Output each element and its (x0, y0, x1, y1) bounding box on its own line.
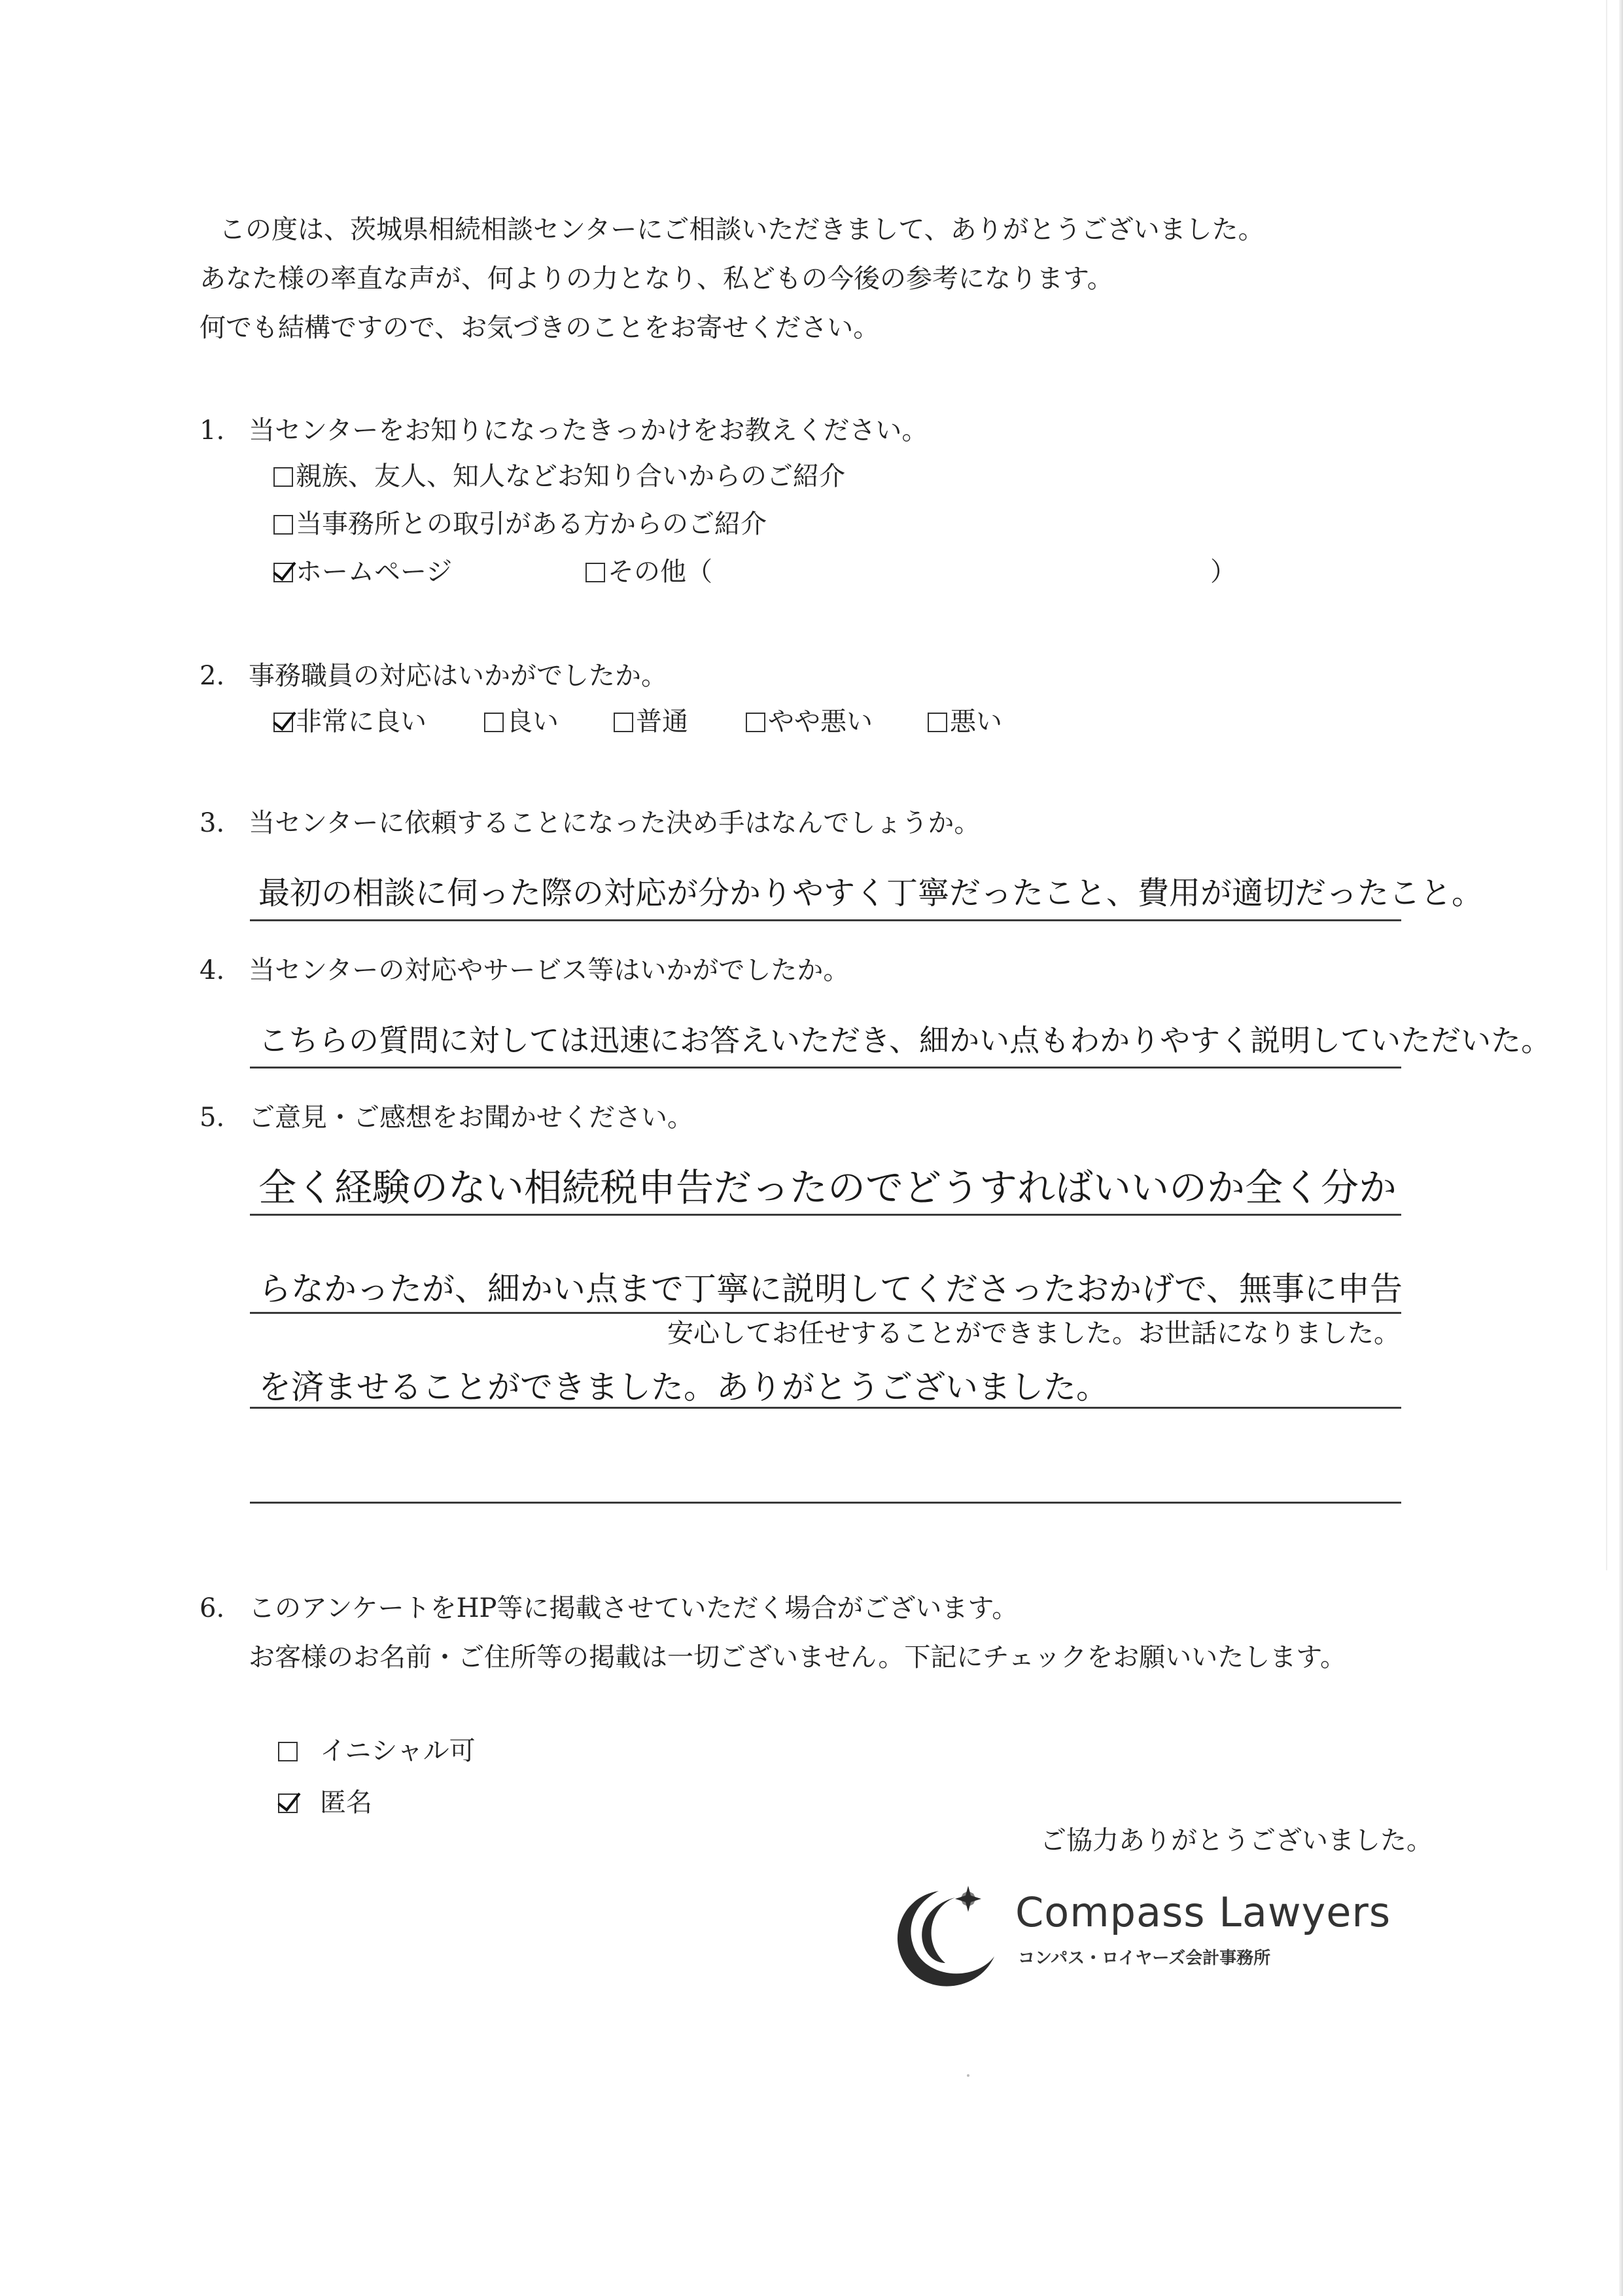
q2-option-somewhat-bad[interactable] (746, 703, 873, 740)
q4-number: 4. (200, 955, 225, 985)
checkbox-checked-icon (273, 713, 293, 732)
q4-answer-rule (250, 1067, 1401, 1069)
q5-answer-line-1: 全く経験のない相続税申告だったのでどうすればいいのか全く分か (258, 1165, 1397, 1210)
q2-option-average[interactable] (614, 703, 688, 740)
q2-number: 2. (200, 661, 225, 691)
q6-option-label: 匿名 (320, 1788, 372, 1818)
q5-answer-insert: 安心してお任せすることができました。お世話になりました。 (667, 1318, 1400, 1349)
q1-option-label: 当事務所との取引がある方からのご紹介 (296, 509, 767, 539)
q5-question: ご意見・ご感想をお聞かせください。 (249, 1103, 693, 1133)
checkbox-checked-icon (273, 563, 293, 582)
compass-lawyers-logo (877, 1871, 1391, 2002)
q1-option-homepage[interactable] (273, 554, 452, 590)
q6-number: 6. (200, 1593, 225, 1623)
q2-option-label: やや悪い (768, 707, 873, 737)
q3-answer-rule (250, 919, 1401, 921)
q1-number: 1. (200, 415, 225, 446)
checkbox-unchecked-icon (273, 467, 293, 487)
q5-number: 5. (200, 1103, 225, 1133)
logo-name: Compass Lawyers (1015, 1888, 1391, 1936)
q1-option-label: その他（ (608, 557, 712, 587)
checkbox-unchecked-icon (273, 515, 293, 535)
checkbox-unchecked-icon (484, 713, 504, 732)
scan-edge-shadow (1619, 0, 1623, 2296)
q2-option-good[interactable] (484, 703, 559, 740)
q1-option-relatives[interactable] (273, 458, 845, 495)
crescent-moon-star-icon (877, 1871, 1007, 2002)
q3-question: 当センターに依頼することになった決め手はなんでしょうか。 (249, 808, 981, 838)
q1-option-label: ホームページ (296, 557, 453, 587)
q5-answer-rule-2 (250, 1312, 1401, 1314)
checkbox-unchecked-icon (746, 713, 765, 732)
q6-option-label: イニシャル可 (320, 1736, 476, 1766)
q3-number: 3. (200, 808, 225, 838)
q6-question-line-2: お客様のお名前・ご住所等の掲載は一切ございません。下記にチェックをお願いいたします。 (249, 1642, 1346, 1672)
q1-option-business-referral[interactable] (273, 506, 767, 542)
checkbox-unchecked-icon (614, 713, 633, 732)
checkbox-checked-icon (278, 1793, 298, 1813)
q4-answer-handwritten: こちらの質問に対しては迅速にお答えいただき、細かい点もわかりやすく説明していただいた。 (258, 1023, 1552, 1058)
q5-answer-line-3: を済ませることができました。ありがとうございました。 (258, 1368, 1109, 1406)
q2-option-bad[interactable] (928, 703, 1002, 740)
q1-other-close: ） (1210, 557, 1236, 587)
q2-option-label: 普通 (636, 707, 688, 737)
intro-line-1: この度は、茨城県相続相談センターにご相談いただきまして、ありがとうございました。 (219, 215, 1265, 245)
intro-line-3: 何でも結構ですので、お気づきのことをお寄せください。 (200, 313, 880, 343)
q6-option-initials[interactable] (278, 1733, 476, 1769)
q6-question-line-1: このアンケートをHP等に掲載させていただく場合がございます。 (249, 1593, 1019, 1623)
q5-answer-line-2: らなかったが、細かい点まで丁寧に説明してくださったおかげで、無事に申告 (258, 1270, 1403, 1308)
q2-option-label: 非常に良い (296, 707, 427, 737)
checkbox-unchecked-icon (585, 563, 605, 582)
q5-answer-rule-4 (250, 1502, 1401, 1504)
checkbox-unchecked-icon (928, 713, 947, 732)
intro-line-2: あなた様の率直な声が、何よりの力となり、私どもの今後の参考になります。 (200, 264, 1113, 294)
q6-option-anonymous[interactable] (278, 1784, 372, 1821)
q2-question: 事務職員の対応はいかがでしたか。 (249, 661, 667, 691)
logo-subtitle: コンパス・ロイヤーズ会計事務所 (1018, 1949, 1271, 1968)
q1-option-other[interactable] (585, 554, 712, 590)
q2-option-very-good[interactable] (273, 703, 427, 740)
q1-question: 当センターをお知りになったきっかけをお教えください。 (249, 415, 928, 446)
closing-thanks: ご協力ありがとうございました。 (1040, 1826, 1433, 1856)
scan-edge-line (1606, 0, 1607, 1570)
q3-answer-handwritten: 最初の相談に伺った際の対応が分かりやすく丁寧だったこと、費用が適切だったこと。 (258, 875, 1484, 911)
checkbox-unchecked-icon (278, 1742, 298, 1761)
q1-option-label: 親族、友人、知人などお知り合いからのご紹介 (296, 461, 845, 491)
q2-option-label: 良い (506, 707, 559, 737)
q4-question: 当センターの対応やサービス等はいかがでしたか。 (249, 955, 850, 985)
scan-dust-dot (967, 2074, 969, 2077)
q5-answer-rule-1 (250, 1214, 1401, 1216)
q2-option-label: 悪い (950, 707, 1002, 737)
q5-answer-rule-3 (250, 1407, 1401, 1409)
